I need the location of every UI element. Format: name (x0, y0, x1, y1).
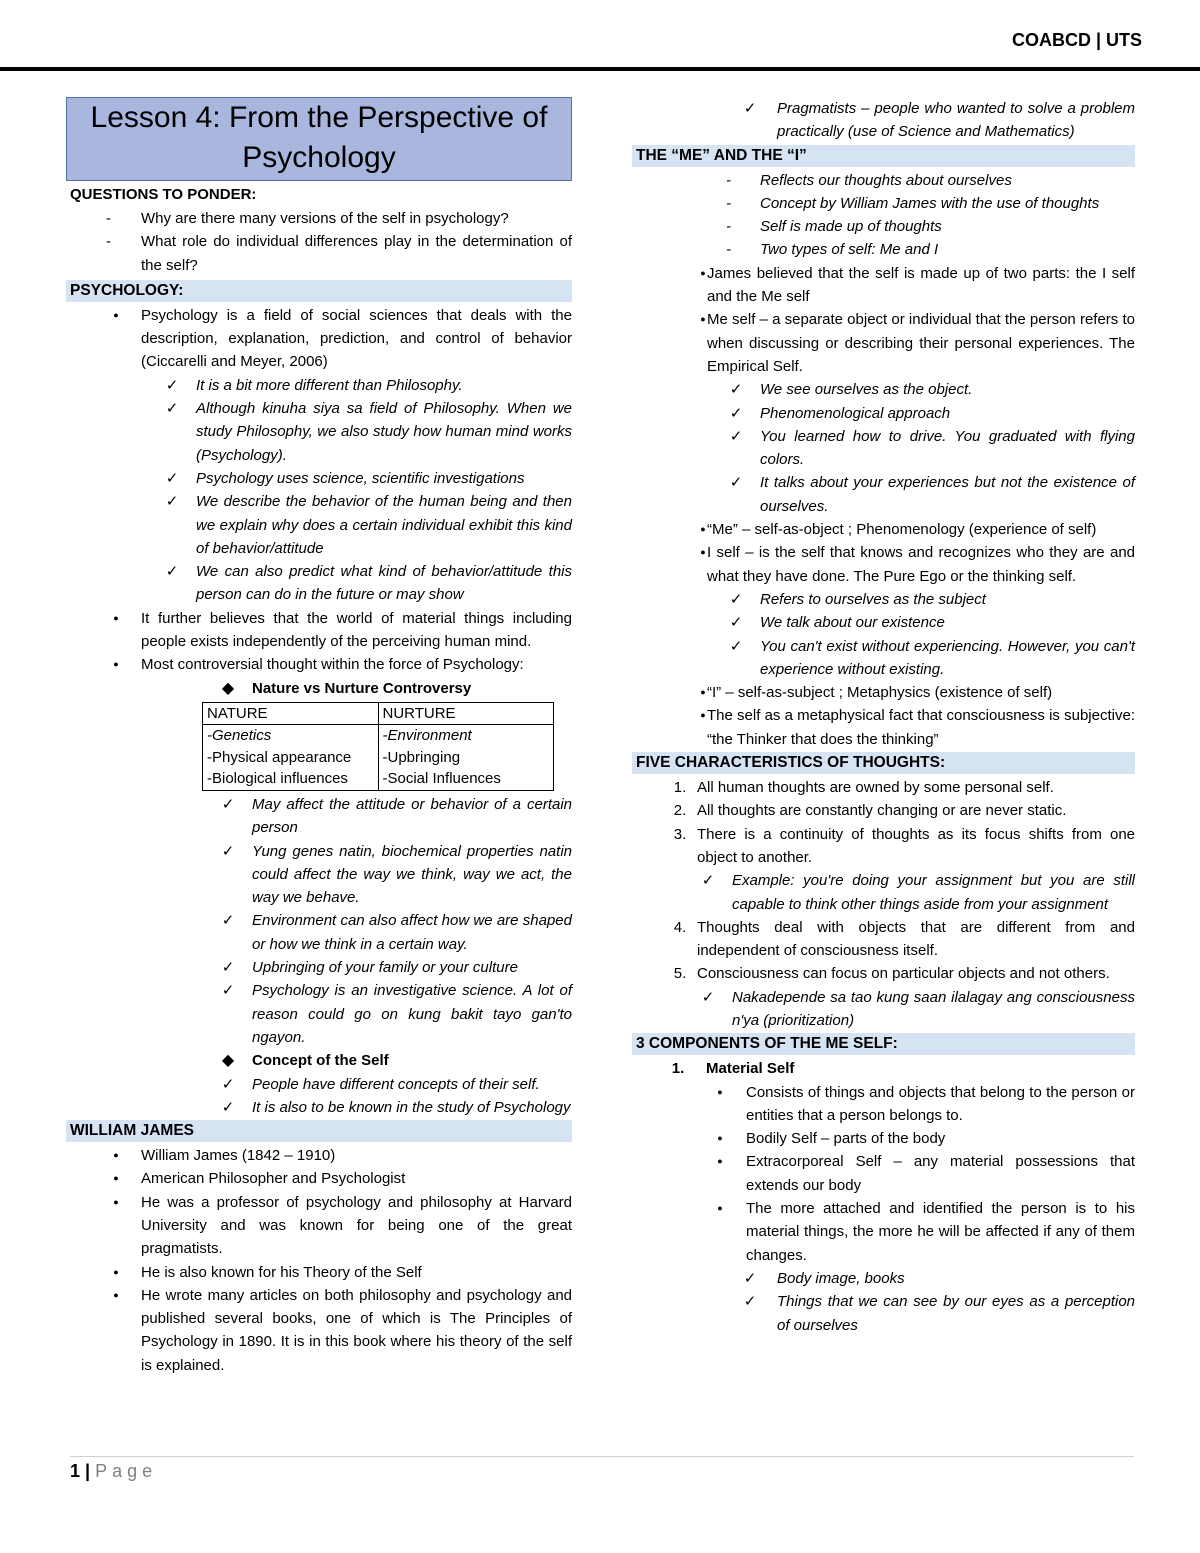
check-icon: ✓ (165, 563, 179, 581)
check-icon: ✓ (743, 1269, 757, 1287)
list-item: - What role do individual differences play in the determination of the self? (106, 233, 572, 274)
diamond-icon: ◆ (221, 1052, 235, 1070)
table-row (203, 768, 554, 790)
bullet-icon: ● (113, 612, 119, 623)
check-icon: ✓ (221, 795, 235, 813)
check-icon: ✓ (221, 982, 235, 1000)
table-header-row (203, 702, 554, 725)
table-cell: -Biological influences (203, 768, 379, 790)
list-item: ✓ Upbringing of your family or your culture (66, 956, 572, 979)
bullet-icon: ● (700, 267, 706, 278)
bullet-icon: ● (700, 314, 706, 325)
list-item: ● He wrote many articles on both philosophy and psychology and published several books, one of which is The Principles of Psychology in 1890. It is in this book where his theory of the self is explained. (66, 1284, 572, 1377)
list-item: ● It further believes that the world of material things including people exists independently of the perceiving human mind. (66, 607, 572, 654)
check-icon: ✓ (221, 959, 235, 977)
check-icon: ✓ (729, 637, 743, 655)
list-item: ● “I” – self-as-subject ; Metaphysics (existence of self) (632, 681, 1135, 704)
table-cell: -Physical appearance (203, 747, 379, 769)
material-self-heading: 1. Material Self (671, 1060, 795, 1078)
list-item: ● William James (1842 – 1910) (66, 1144, 572, 1167)
check-icon: ✓ (221, 1075, 235, 1093)
list-item: ✓ You can't exist without experiencing. However, you can't experience without existing. (632, 635, 1135, 682)
table-cell: -Genetics (203, 725, 379, 747)
list-item: ● “Me” – self-as-object ; Phenomenology (experience of self) (632, 518, 1135, 541)
list-item: ✓ We talk about our existence (632, 611, 1135, 634)
check-icon: ✓ (701, 988, 715, 1006)
list-item: ✓ People have different concepts of their self. (66, 1073, 572, 1096)
table-cell: -Environment (378, 725, 554, 747)
check-icon: ✓ (743, 1293, 757, 1311)
list-item: ✓ You learned how to drive. You graduated with flying colors. (632, 425, 1135, 472)
table-cell: -Social Influences (378, 768, 554, 790)
list-item: - Concept by William James with the use of thoughts (726, 194, 1100, 212)
list-item: ✓ Psychology is an investigative science. A lot of reason could go on kung bakit tayo gan'to ngayon. (66, 979, 572, 1049)
list-item: ● Extracorporeal Self – any material possessions that extends our body (632, 1150, 1135, 1197)
table-header-cell: NURTURE (378, 702, 554, 725)
list-item: ✓ We see ourselves as the object. (632, 378, 1135, 401)
list-item: ● I self – is the self that knows and recognizes who they are and what they have done. The Pure Ego or the thinking self. (632, 541, 1135, 588)
list-item: ● Me self – a separate object or individual that the person refers to when discussing or describing their personal experiences. The Empirical Self. (632, 308, 1135, 378)
nature-nurture-table (202, 702, 554, 791)
table-row (203, 747, 554, 769)
right-column (632, 97, 1135, 1337)
left-column (66, 97, 572, 1377)
check-icon: ✓ (165, 400, 179, 418)
list-item: ✓ Things that we can see by our eyes as a perception of ourselves (632, 1290, 1135, 1337)
check-icon: ✓ (729, 404, 743, 422)
list-item: ✓ Yung genes natin, biochemical properties natin could affect the way we think, way we act, the way we behave. (66, 840, 572, 910)
bullet-icon: ● (700, 524, 706, 535)
list-item: ● American Philosopher and Psychologist (66, 1167, 572, 1190)
questions-heading: QUESTIONS TO PONDER: (70, 186, 257, 203)
list-item: ✓ Psychology uses science, scientific investigations (66, 467, 572, 490)
concept-heading: ◆ Concept of the Self (66, 1049, 572, 1072)
bullet-icon: ● (717, 1086, 723, 1097)
check-icon: ✓ (729, 590, 743, 608)
check-icon: ✓ (729, 614, 743, 632)
section-heading-five-characteristics: FIVE CHARACTERISTICS OF THOUGHTS: (632, 752, 1135, 774)
list-item: ● The self as a metaphysical fact that consciousness is subjective: “the Thinker that does the thinking” (632, 704, 1135, 751)
bullet-icon: ● (700, 547, 706, 558)
bullet-icon: ● (717, 1156, 723, 1167)
bullet-icon: ● (717, 1203, 723, 1214)
list-item: ✓ Refers to ourselves as the subject (632, 588, 1135, 611)
list-item: ● Most controversial thought within the force of Psychology: (66, 653, 572, 676)
check-icon: ✓ (743, 100, 757, 117)
list-item: ✓ Body image, books (632, 1267, 1135, 1290)
check-icon: ✓ (165, 469, 179, 487)
list-item: - Self is made up of thoughts (726, 218, 942, 236)
list-item: ✓ Environment can also affect how we are shaped or how we think in a certain way. (66, 909, 572, 956)
bullet-icon: ● (113, 1150, 119, 1161)
list-item: ✓ It talks about your experiences but not the existence of ourselves. (632, 471, 1135, 518)
list-item: ● Consists of things and objects that belong to the person or entities that a person belongs to. (632, 1081, 1135, 1128)
bullet-icon: ● (700, 710, 706, 721)
list-item: ● Psychology is a field of social sciences that deals with the description, explanation, prediction, and control of behavior (Ciccarelli and Meyer, 2006) (66, 304, 572, 374)
table-header-cell: NATURE (203, 702, 379, 725)
check-icon: ✓ (729, 474, 743, 492)
list-item: 3. There is a continuity of thoughts as its focus shifts from one object to another. (673, 825, 1135, 866)
list-item: ✓ We can also predict what kind of behavior/attitude this person can do in the future or may show (66, 560, 572, 607)
list-item: ● Bodily Self – parts of the body (632, 1127, 1135, 1150)
page-label: Page (95, 1461, 158, 1481)
nature-nurture-heading: ◆ Nature vs Nurture Controversy (66, 677, 572, 700)
list-item: ● The more attached and identified the person is to his material things, the more he will be affected if any of them changes. (632, 1197, 1135, 1267)
list-item: 1. All human thoughts are owned by some personal self. (673, 779, 1054, 797)
diamond-icon: ◆ (221, 679, 235, 697)
list-item: ● James believed that the self is made up of two parts: the I self and the Me self (632, 262, 1135, 309)
list-item: 5. Consciousness can focus on particular objects and not others. (673, 965, 1110, 983)
section-heading-william-james: WILLIAM JAMES (66, 1120, 572, 1142)
list-item: - Reflects our thoughts about ourselves (726, 171, 1012, 189)
list-item: ✓ We describe the behavior of the human being and then we explain why does a certain individual exhibit this kind of behavior/attitude (66, 490, 572, 560)
check-icon: ✓ (701, 872, 715, 890)
list-item: ● He is also known for his Theory of the Self (66, 1261, 572, 1284)
list-item: 4. Thoughts deal with objects that are different from and independent of consciousness itself. (673, 918, 1135, 960)
section-heading-psychology: PSYCHOLOGY: (66, 280, 572, 302)
bullet-icon: ● (113, 1266, 119, 1277)
check-icon: ✓ (165, 493, 179, 511)
page-footer (70, 1461, 157, 1482)
page-number: 1 (70, 1461, 81, 1481)
bullet-icon: ● (700, 687, 706, 698)
check-icon: ✓ (729, 427, 743, 445)
list-item: 2. All thoughts are constantly changing or are never static. (673, 802, 1067, 820)
footer-rule (70, 1456, 1134, 1457)
list-item: ● He was a professor of psychology and philosophy at Harvard University and was known for being one of the great pragmatists. (66, 1191, 572, 1261)
bullet-icon: ● (113, 659, 119, 670)
list-item: ✓ May affect the attitude or behavior of a certain person (66, 793, 572, 840)
header-rule (0, 67, 1200, 71)
bullet-icon: ● (113, 1173, 119, 1184)
list-item: ✓ Example: you're doing your assignment but you are still capable to think other things aside from your assignment (632, 869, 1135, 916)
table-row (203, 725, 554, 747)
check-icon: ✓ (165, 376, 179, 394)
table-cell: -Upbringing (378, 747, 554, 769)
list-item: ✓ Although kinuha siya sa field of Philosophy. When we study Philosophy, we also study how human mind works (Psychology). (66, 397, 572, 467)
list-item: ✓ It is a bit more different than Philosophy. (66, 374, 572, 397)
section-heading-me-and-i: THE “ME” AND THE “I” (632, 145, 1135, 167)
page-separator: | (85, 1461, 91, 1481)
bullet-icon: ● (113, 309, 119, 320)
check-icon: ✓ (221, 1098, 235, 1116)
list-item: - Two types of self: Me and I (726, 241, 939, 259)
list-item: ✓ Pragmatists – people who wanted to solve a problem practically (use of Science and Mathematics) (632, 97, 1135, 144)
header-label: COABCD | UTS (1011, 30, 1142, 50)
list-item: ✓ It is also to be known in the study of Psychology (66, 1096, 572, 1119)
page-title: Lesson 4: From the Perspective of Psychology (66, 97, 572, 181)
section-heading-components: 3 COMPONENTS OF THE ME SELF: (632, 1033, 1135, 1055)
list-item: ✓ Nakadepende sa tao kung saan ilalagay ang consciousness n'ya (prioritization) (632, 986, 1135, 1033)
bullet-icon: ● (717, 1133, 723, 1144)
check-icon: ✓ (221, 912, 235, 930)
list-item: - Why are there many versions of the self in psychology? (106, 210, 509, 227)
check-icon: ✓ (729, 381, 743, 399)
list-item: ✓ Phenomenological approach (632, 402, 1135, 425)
bullet-icon: ● (113, 1196, 119, 1207)
bullet-icon: ● (113, 1289, 119, 1300)
check-icon: ✓ (221, 842, 235, 860)
